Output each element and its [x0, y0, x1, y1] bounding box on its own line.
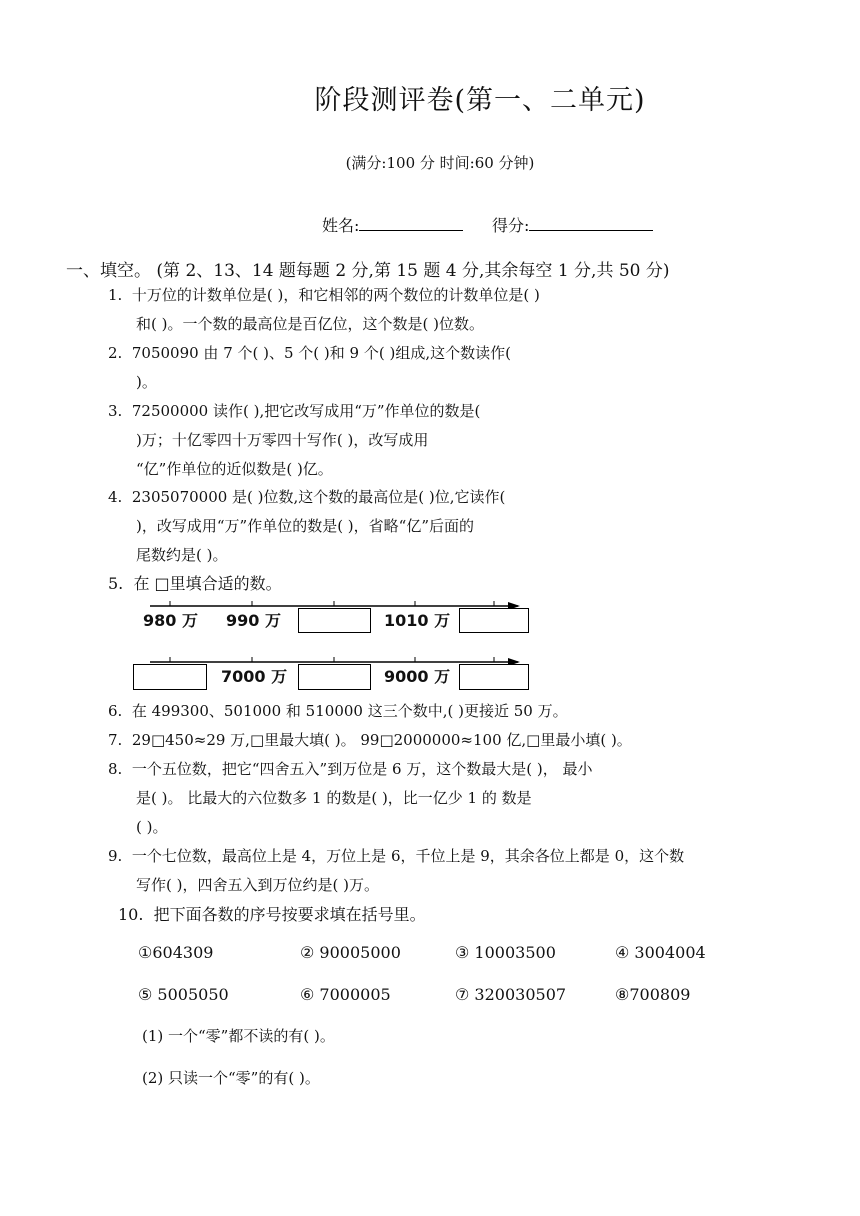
question-text: 29□450≈29 万,□里最大填( )。 99□2000000≈100 亿,□里最小填( )。	[131, 731, 632, 749]
question-number: 6.	[108, 702, 123, 720]
question-number: 8.	[108, 760, 123, 778]
question-text: 十万位的计数单位是( )，和它相邻的两个数位的计数单位是( )	[131, 286, 540, 304]
question-10	[118, 900, 426, 929]
score-label: 得分:	[492, 216, 530, 235]
question-9	[108, 842, 684, 900]
answer-box[interactable]	[133, 664, 207, 690]
question-number: 5.	[108, 574, 124, 593]
question-text: 一个七位数，最高位上是 4，万位上是 6，千位上是 9，其余各位上都是 0，这个数	[131, 847, 685, 865]
question-text: 7050090 由 7 个( )、5 个( )和 9 个( )组成,这个数读作(	[131, 344, 511, 362]
sub-question-2: (2) 只读一个“零”的有( )。	[142, 1069, 320, 1087]
question-number: 3.	[108, 402, 123, 420]
question-number: 9.	[108, 847, 123, 865]
question-number: 2.	[108, 344, 123, 362]
question-text: 在 □里填合适的数。	[133, 574, 282, 593]
number-line-label: 990 万	[226, 611, 281, 630]
number-line-label: 7000 万	[221, 667, 288, 686]
question-4	[108, 483, 505, 570]
section-heading: 一、填空。 (第 2、13、14 题每题 2 分,第 15 题 4 分,其余每空 1 分,共 50 分)	[66, 261, 670, 281]
question-number: 4.	[108, 488, 123, 506]
number-line-label: 1010 万	[384, 611, 451, 630]
question-text: ( )。	[136, 818, 168, 836]
name-field[interactable]	[322, 213, 463, 236]
option-item: ⑦ 320030507	[455, 985, 567, 1004]
question-text: 在 499300、501000 和 510000 这三个数中,( )更接近 50 万。	[131, 702, 568, 720]
option-item: ⑥ 7000005	[300, 985, 391, 1004]
option-item: ①604309	[138, 943, 214, 962]
question-1	[108, 281, 540, 339]
option-item: ⑤ 5005050	[138, 985, 229, 1004]
answer-box[interactable]	[459, 608, 529, 633]
answer-box[interactable]	[298, 664, 371, 690]
page-title: 阶段测评卷(第一、二单元)	[314, 85, 646, 116]
question-text: 2305070000 是( )位数,这个数的最高位是( )位,它读作(	[131, 488, 506, 506]
question-text: 写作( )，四舍五入到万位约是( )万。	[136, 876, 379, 894]
question-text: 和( )。一个数的最高位是百亿位，这个数是( )位数。	[136, 315, 484, 333]
question-text: 尾数约是( )。	[136, 546, 228, 564]
question-number: 7.	[108, 731, 123, 749]
question-number: 10.	[118, 905, 144, 924]
option-item: ③ 10003500	[455, 943, 556, 962]
page-subtitle: (满分:100 分 时间:60 分钟)	[345, 154, 535, 172]
question-text: 一个五位数，把它“四舍五入”到万位是 6 万，这个数最大是( )， 最小	[131, 760, 593, 778]
option-item: ② 90005000	[300, 943, 401, 962]
question-7	[108, 726, 632, 755]
question-text: )万；十亿零四十万零四十写作( )，改写成用	[136, 431, 429, 449]
question-number: 1.	[108, 286, 123, 304]
question-text: 是( )。 比最大的六位数多 1 的数是( )，比一亿少 1 的 数是	[136, 789, 532, 807]
question-text: “亿”作单位的近似数是( )亿。	[136, 460, 333, 478]
answer-box[interactable]	[459, 664, 529, 690]
number-line-label: 9000 万	[384, 667, 451, 686]
option-item: ⑧700809	[615, 985, 691, 1004]
question-text: 把下面各数的序号按要求填在括号里。	[153, 905, 426, 924]
score-blank[interactable]	[529, 214, 653, 231]
question-text: )。	[136, 373, 157, 391]
score-field[interactable]	[492, 213, 653, 236]
number-line-label: 980 万	[143, 611, 198, 630]
question-8	[108, 755, 593, 842]
option-item: ④ 3004004	[615, 943, 706, 962]
answer-box[interactable]	[298, 608, 371, 633]
question-6	[108, 697, 568, 726]
name-label: 姓名:	[322, 216, 360, 235]
question-3	[108, 397, 480, 484]
question-5	[108, 569, 282, 598]
question-text: )，改写成用“万”作单位的数是( )，省略“亿”后面的	[136, 517, 475, 535]
sub-question-1: (1) 一个“零”都不读的有( )。	[142, 1027, 335, 1045]
question-text: 72500000 读作( ),把它改写成用“万”作单位的数是(	[131, 402, 481, 420]
question-2	[108, 339, 511, 397]
name-blank[interactable]	[359, 214, 463, 231]
